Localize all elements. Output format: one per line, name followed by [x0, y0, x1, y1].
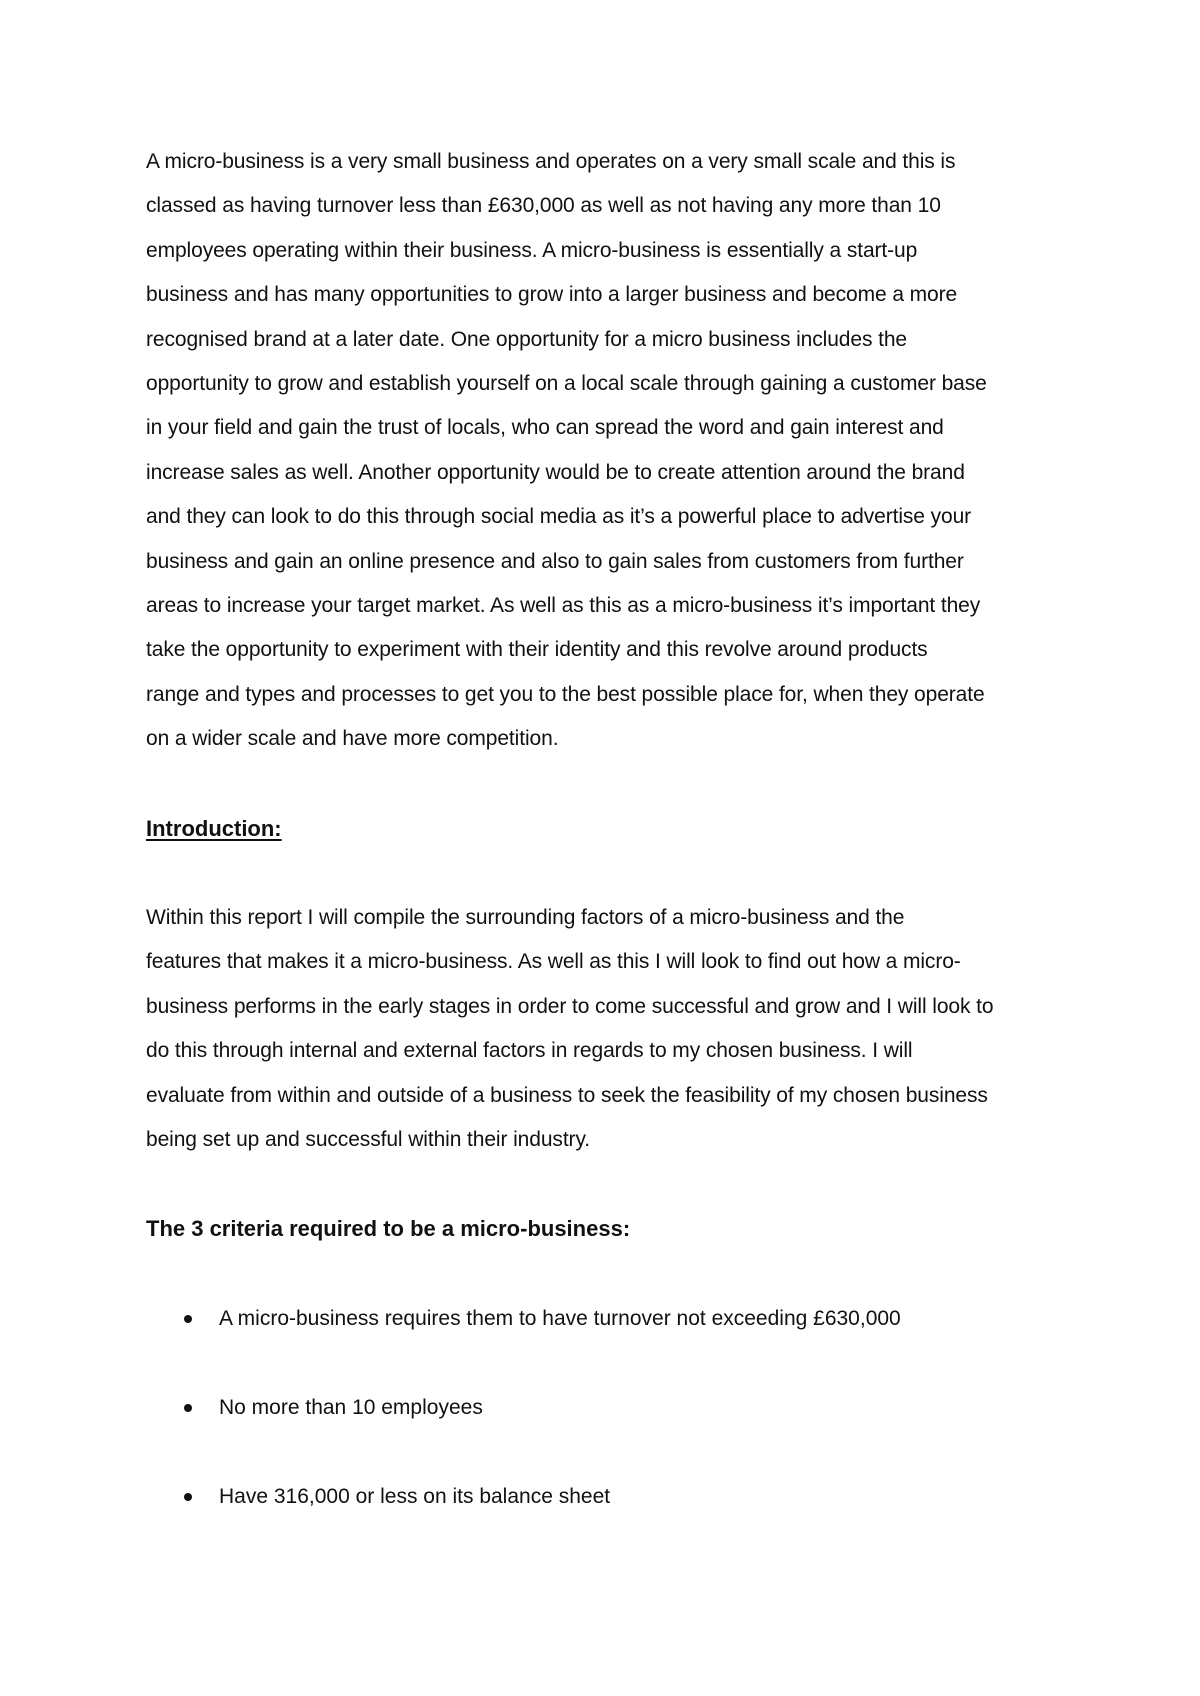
paragraph-line: range and types and processes to get you to the best possible place for, when they operate [146, 682, 985, 706]
criteria-list [146, 1297, 901, 1564]
introduction-heading: Introduction: [146, 816, 282, 841]
list-item [146, 1386, 901, 1475]
paragraph-line: business and has many opportunities to grow into a larger business and become a more [146, 283, 958, 307]
paragraph-line: take the opportunity to experiment with their identity and this revolve around products [146, 638, 928, 662]
paragraph-line: and they can look to do this through social media as it’s a powerful place to advertise your [146, 505, 972, 529]
bullet-icon [184, 1404, 192, 1412]
paragraph-line: evaluate from within and outside of a business to seek the feasibility of my chosen business [146, 1083, 988, 1107]
paragraph-line: opportunity to grow and establish yourself on a local scale through gaining a customer base [146, 371, 987, 395]
paragraph-line: do this through internal and external factors in regards to my chosen business. I will [146, 1039, 913, 1063]
paragraph-line: features that makes it a micro-business. As well as this I will look to find out how a micro- [146, 950, 961, 974]
list-item [146, 1475, 901, 1564]
paragraph-line: recognised brand at a later date. One opportunity for a micro business includes the [146, 327, 907, 351]
list-item-text: No more than 10 employees [219, 1396, 483, 1419]
opening-paragraph [146, 140, 1066, 761]
paragraph-line: areas to increase your target market. As well as this as a micro-business it’s important they [146, 593, 981, 617]
paragraph-line: in your field and gain the trust of locals, who can spread the word and gain interest and [146, 416, 944, 440]
paragraph-line: business and gain an online presence and also to gain sales from customers from further [146, 549, 964, 573]
list-item-text: A micro-business requires them to have turnover not exceeding £630,000 [219, 1307, 901, 1330]
bullet-icon [184, 1493, 192, 1501]
list-item [146, 1297, 901, 1386]
paragraph-line: employees operating within their business. A micro-business is essentially a start-up [146, 238, 918, 262]
paragraph-line: A micro-business is a very small business and operates on a very small scale and this is [146, 150, 956, 173]
introduction-paragraph [146, 896, 1066, 1162]
list-item-text: Have 316,000 or less on its balance sheet [219, 1485, 611, 1508]
paragraph-line: business performs in the early stages in order to come successful and grow and I will look to [146, 994, 994, 1018]
paragraph-line: being set up and successful within their industry. [146, 1127, 591, 1151]
bullet-icon [184, 1315, 192, 1323]
paragraph-line: on a wider scale and have more competition. [146, 727, 559, 751]
paragraph-line: classed as having turnover less than £630,000 as well as not having any more than 10 [146, 194, 941, 218]
paragraph-line: increase sales as well. Another opportunity would be to create attention around the brand [146, 460, 965, 484]
criteria-heading: The 3 criteria required to be a micro-business: [146, 1216, 631, 1241]
paragraph-line: Within this report I will compile the surrounding factors of a micro-business and the [146, 906, 905, 929]
